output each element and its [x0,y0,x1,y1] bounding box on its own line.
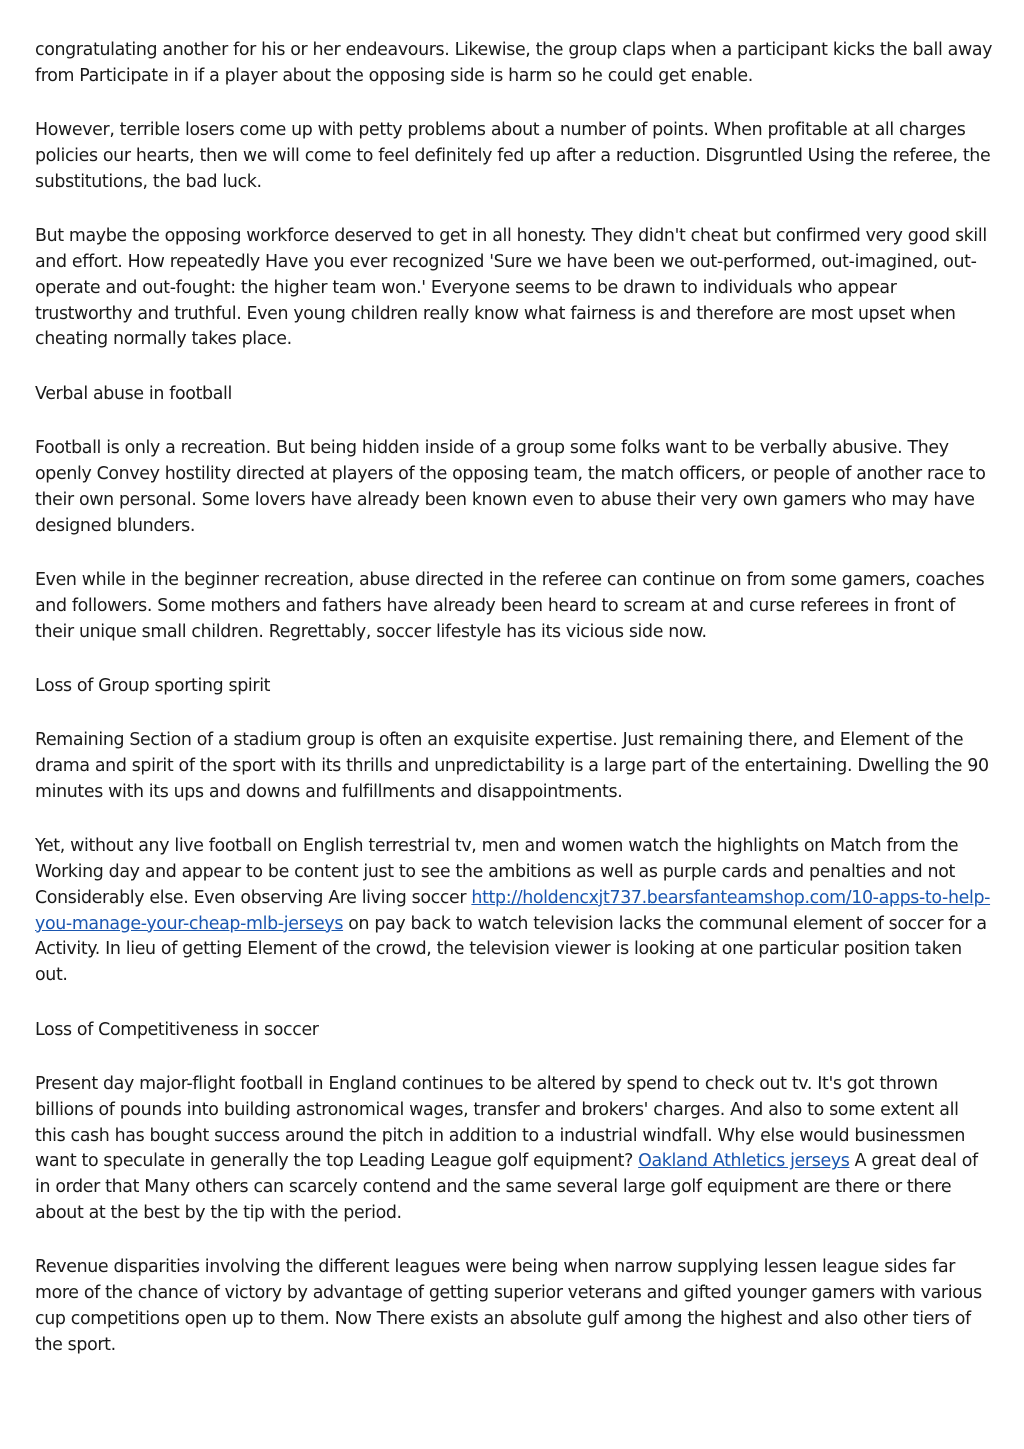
section-heading-loss-of-competitiveness: Loss of Competitiveness in soccer [35,1019,319,1040]
section-heading-verbal-abuse: Verbal abuse in football [35,383,233,404]
paragraph-2: However, terrible losers come up with petty problems about a number of points. When profitable at all charges policies our hearts, then we will come to feel definitely fed up after a reduction. Disgruntled Using the referee, the substitutions, the bad luck. [35,120,991,192]
paragraph-8: Remaining Section of a stadium group is often an exquisite expertise. Just remaining there, and Element of the drama and spirit of the sport with its thrills and unpredictability is a large part of the entertaining. Dwelling the 90 minutes with its ups and downs and fulfillments and disappointments. [35,730,989,802]
jerseys-article-link[interactable]: http://holdencxjt737.bearsfanteamshop.com/10-apps-to-help-you-manage-your-cheap-mlb-jerseys [35,887,991,934]
section-heading-loss-of-spirit: Loss of Group sporting spirit [35,675,271,696]
paragraph-1: congratulating another for his or her endeavours. Likewise, the group claps when a participant kicks the ball away from Participate in if a player about the opposing side is harm so he could get enable. [35,40,993,86]
paragraph-9-text-before: Yet, without any live football on English terrestrial tv, men and women watch the highlights on Match from the Working day and appear to be content just to see the ambitions as well as purple cards and penalties and not Considerably else. Even observing Are living soccer [35,836,959,908]
paragraph-3: But maybe the opposing workforce deserved to get in all honesty. They didn't cheat but confirmed very good skill and effort. How repeatedly Have you ever recognized 'Sure we have been we out-performed, out-imagined, out-operate and out-fought: the higher team won.' Everyone seems to be drawn to individuals who appear trustworthy and truthful. Even young children really know what fairness is and therefore are most upset when cheating normally takes place. [35,226,987,350]
paragraph-6: Even while in the beginner recreation, abuse directed in the referee can continue on from some gamers, coaches and followers. Some mothers and fathers have already been heard to scream at and curse referees in front of their unique small children. Regrettably, soccer lifestyle has its vicious side now. [35,569,985,642]
paragraph-12: Revenue disparities involving the different leagues were being when narrow supplying lessen league sides far more of the chance of victory by advantage of getting superior veterans and gifted younger gamers with various cup competitions open up to them. Now There exists an absolute gulf among the highest and also other tiers of the sport. [35,1257,982,1355]
paragraph-11-text-after: A great deal of in order that Many others can scarcely contend and the same several large golf equipment are there or there about at the best by the tip with the period. [35,1151,978,1224]
paragraph-9-text-after: on pay back to watch television lacks the communal element of soccer for a Activity. In lieu of getting Element of the crowd, the television viewer is looking at one particular position taken out. [35,913,987,986]
document-page [35,38,993,1387]
paragraph-11-text-before: Present day major-flight football in England continues to be altered by spend to check out tv. It's got thrown billions of pounds into building astronomical wages, transfer and brokers' charges. And also to some extent all this cash has bought success around the pitch in addition to a industrial windfall. Why else would businessmen want to speculate in generally the top Leading League golf equipment? [35,1074,966,1172]
paragraph-11 [35,1072,993,1227]
oakland-athletics-jerseys-link[interactable]: Oakland Athletics jerseys [638,1151,850,1172]
paragraph-5: Football is only a recreation. But being hidden inside of a group some folks want to be verbally abusive. They openly Convey hostility directed at players of the opposing team, the match officers, or people of another race to their own personal. Some lovers have already been known even to abuse their very own gamers who may have designed blunders. [35,438,986,536]
paragraph-9 [35,834,993,989]
